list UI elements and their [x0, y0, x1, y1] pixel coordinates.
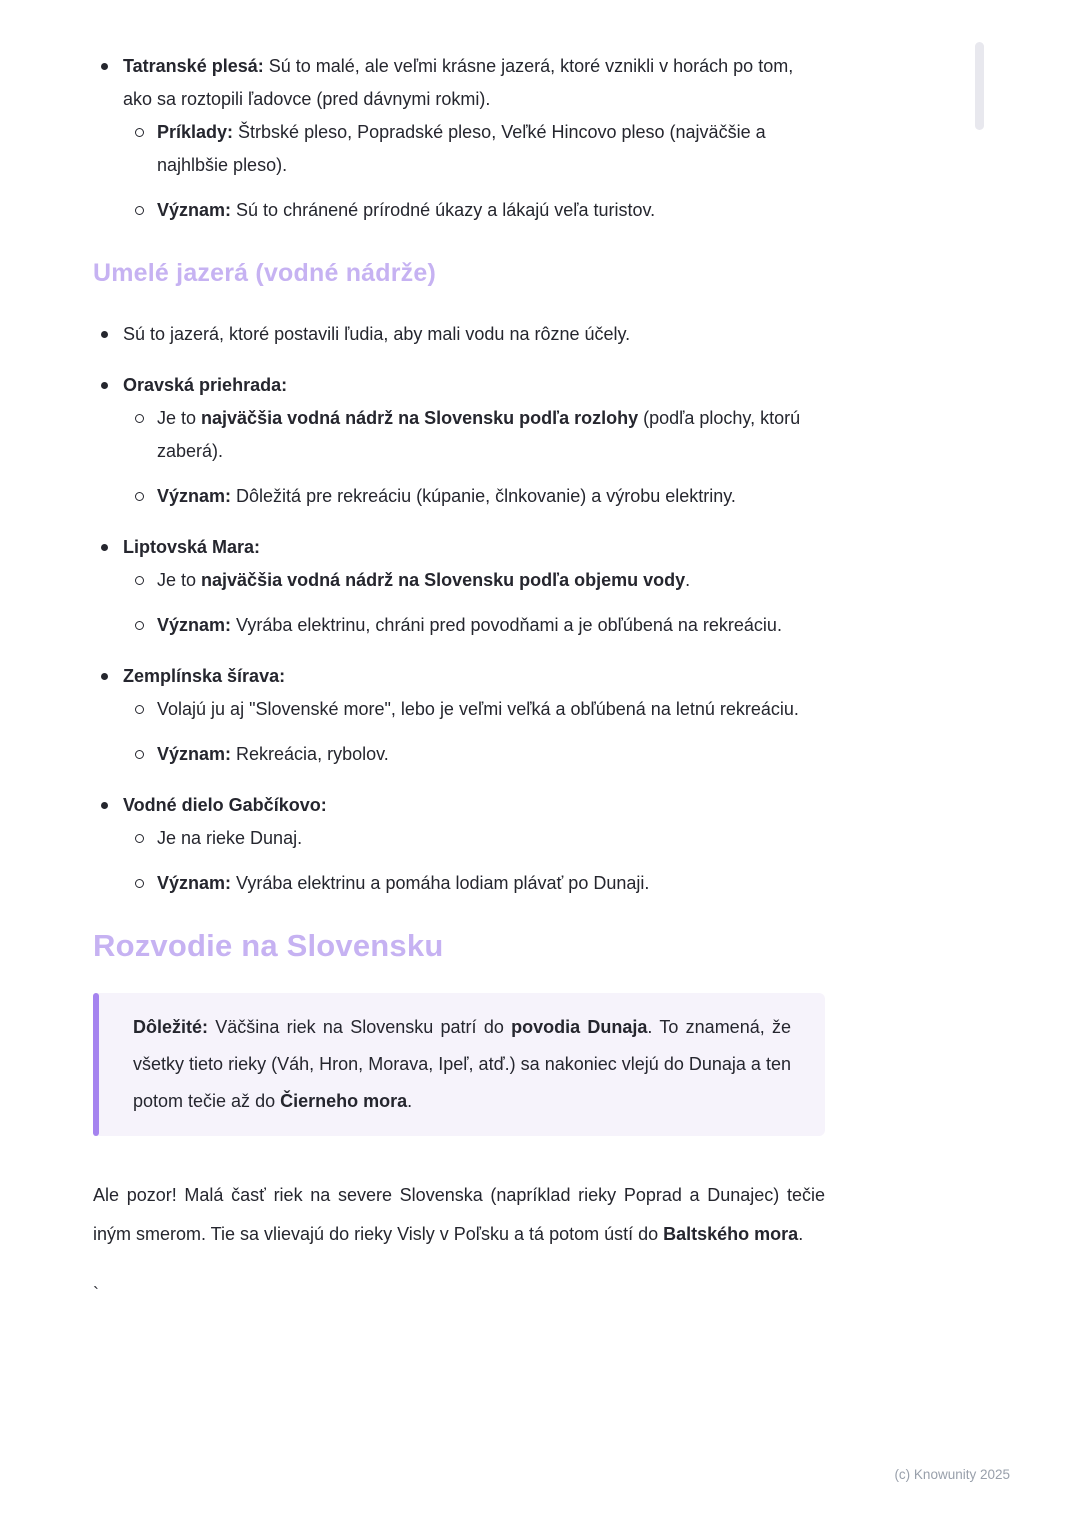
term-label: Význam: — [157, 873, 232, 893]
list-item-text — [123, 50, 825, 116]
circle-bullet-icon — [135, 621, 144, 630]
list-item-vodne-dielo-gabcikovo — [93, 789, 825, 900]
sub-item-text — [157, 564, 825, 597]
circle-bullet-icon — [135, 414, 144, 423]
text-run: Sú to chránené prírodné úkazy a lákajú veľa turistov. — [231, 200, 656, 220]
section-heading-umele-jazera: Umelé jazerá (vodné nádrže) — [93, 259, 437, 287]
sub-list — [123, 693, 825, 771]
text-run: Je na rieke Dunaj. — [157, 828, 303, 848]
sub-item-text — [157, 116, 825, 182]
text-run: Rekreácia, rybolov. — [231, 744, 389, 764]
circle-bullet-icon — [135, 576, 144, 585]
circle-bullet-icon — [135, 834, 144, 843]
list-item-intro — [93, 318, 825, 351]
footer-credit: (c) Knowunity 2025 — [894, 1467, 1010, 1482]
sub-item-desc — [123, 822, 825, 855]
term-label: Vodné dielo Gabčíkovo: — [123, 795, 327, 815]
bold-text-run: Baltského mora — [663, 1224, 799, 1244]
paragraph-outro — [93, 1176, 825, 1254]
sub-item-text — [157, 867, 825, 900]
term-label: Význam: — [157, 200, 232, 220]
list-item-zemplinska-sirava — [93, 660, 825, 771]
term-label: Význam: — [157, 486, 232, 506]
text-run: Väčšina riek na Slovensku patrí do — [208, 1017, 512, 1037]
text-run: (podľa plochy, ktorú zaberá). — [157, 408, 801, 461]
scrollbar-thumb[interactable] — [975, 42, 984, 130]
sub-item-priklady — [123, 116, 825, 182]
sub-list — [123, 116, 825, 227]
sub-list — [123, 402, 825, 513]
bullet-icon — [101, 382, 108, 389]
sub-item-vyznam — [123, 738, 825, 771]
sub-item-desc — [123, 693, 825, 726]
list-item-text — [123, 789, 825, 822]
list-item-text — [123, 369, 825, 402]
circle-bullet-icon — [135, 750, 144, 759]
text-run: Vyrába elektrinu a pomáha lodiam plávať po Dunaji. — [231, 873, 650, 893]
text-run: Dôležitá pre rekreáciu (kúpanie, člnkovanie) a výrobu elektriny. — [231, 486, 736, 506]
callout-text — [133, 1009, 791, 1120]
text-run: Je to — [157, 408, 202, 428]
term-label: Význam: — [157, 615, 232, 635]
circle-bullet-icon — [135, 128, 144, 137]
term-label: Zemplínska šírava: — [123, 666, 286, 686]
term-label: Oravská priehrada: — [123, 375, 288, 395]
bullet-icon — [101, 673, 108, 680]
sub-item-vyznam — [123, 609, 825, 642]
sub-item-text — [157, 480, 825, 513]
circle-bullet-icon — [135, 879, 144, 888]
text-run: Je to — [157, 570, 202, 590]
section-heading-rozvodie: Rozvodie na Slovensku — [93, 928, 444, 963]
circle-bullet-icon — [135, 492, 144, 501]
text-run: . — [685, 570, 691, 590]
list-item-tatranske-plesa — [93, 50, 825, 227]
bullet-icon — [101, 63, 108, 70]
list-item-text — [123, 660, 825, 693]
document-content — [93, 50, 825, 1311]
bullet-list-tatranske — [93, 50, 825, 227]
list-item-liptovska-mara — [93, 531, 825, 642]
bullet-icon — [101, 544, 108, 551]
bold-text-run: najväčšia vodná nádrž na Slovensku podľa objemu vody — [201, 570, 686, 590]
term-label: Význam: — [157, 744, 232, 764]
sub-item-text — [157, 822, 825, 855]
bold-text-run: Čierneho mora — [280, 1091, 408, 1111]
callout-accent-bar — [93, 993, 99, 1136]
list-item-text — [123, 318, 825, 351]
sub-item-text — [157, 194, 825, 227]
text-run: Sú to jazerá, ktoré postavili ľudia, aby mali vodu na rôzne účely. — [123, 324, 631, 344]
sub-item-text — [157, 738, 825, 771]
sub-list — [123, 822, 825, 900]
sub-list — [123, 564, 825, 642]
bullet-icon — [101, 331, 108, 338]
callout-important — [93, 993, 825, 1136]
list-item-text — [123, 531, 825, 564]
stray-backtick: ` — [93, 1284, 99, 1304]
circle-bullet-icon — [135, 705, 144, 714]
sub-item-vyznam — [123, 194, 825, 227]
text-run: Vyrába elektrinu, chráni pred povodňami a je obľúbená na rekreáciu. — [231, 615, 782, 635]
circle-bullet-icon — [135, 206, 144, 215]
list-item-oravska-priehrada — [93, 369, 825, 513]
text-run: Ale pozor! Malá časť riek na severe Slovenska (napríklad rieky Poprad a Dunajec) tečie iným smerom. Tie sa vlievajú do rieky Visly v Poľsku a tá potom ústí do — [93, 1185, 825, 1244]
bold-text-run: najväčšia vodná nádrž na Slovensku podľa rozlohy — [201, 408, 639, 428]
text-run: . To znamená, že všetky tieto rieky (Váh, Hron, Morava, Ipeľ, atď.) sa nakoniec vlejú do Dunaja a ten potom tečie až do — [133, 1017, 792, 1111]
callout-label: Dôležité: — [133, 1017, 209, 1037]
sub-item-text — [157, 609, 825, 642]
text-run: Volajú ju aj "Slovenské more", lebo je veľmi veľká a obľúbená na letnú rekreáciu. — [157, 699, 799, 719]
text-run: Štrbské pleso, Popradské pleso, Veľké Hincovo pleso (najväčšie a najhlbšie pleso). — [157, 122, 766, 175]
bullet-icon — [101, 802, 108, 809]
sub-item-desc — [123, 564, 825, 597]
sub-item-desc — [123, 402, 825, 468]
term-label: Liptovská Mara: — [123, 537, 261, 557]
sub-item-vyznam — [123, 867, 825, 900]
text-run: . — [798, 1224, 804, 1244]
text-run: . — [407, 1091, 413, 1111]
bold-text-run: povodia Dunaja — [511, 1017, 648, 1037]
sub-item-text — [157, 693, 825, 726]
bullet-list-umele-jazera — [93, 318, 825, 900]
sub-item-text — [157, 402, 825, 468]
term-label: Tatranské plesá: — [123, 56, 264, 76]
sub-item-vyznam — [123, 480, 825, 513]
text-run: Sú to malé, ale veľmi krásne jazerá, ktoré vznikli v horách po tom, ako sa roztopili ľadovce (pred dávnymi rokmi). — [123, 56, 794, 109]
term-label: Príklady: — [157, 122, 234, 142]
